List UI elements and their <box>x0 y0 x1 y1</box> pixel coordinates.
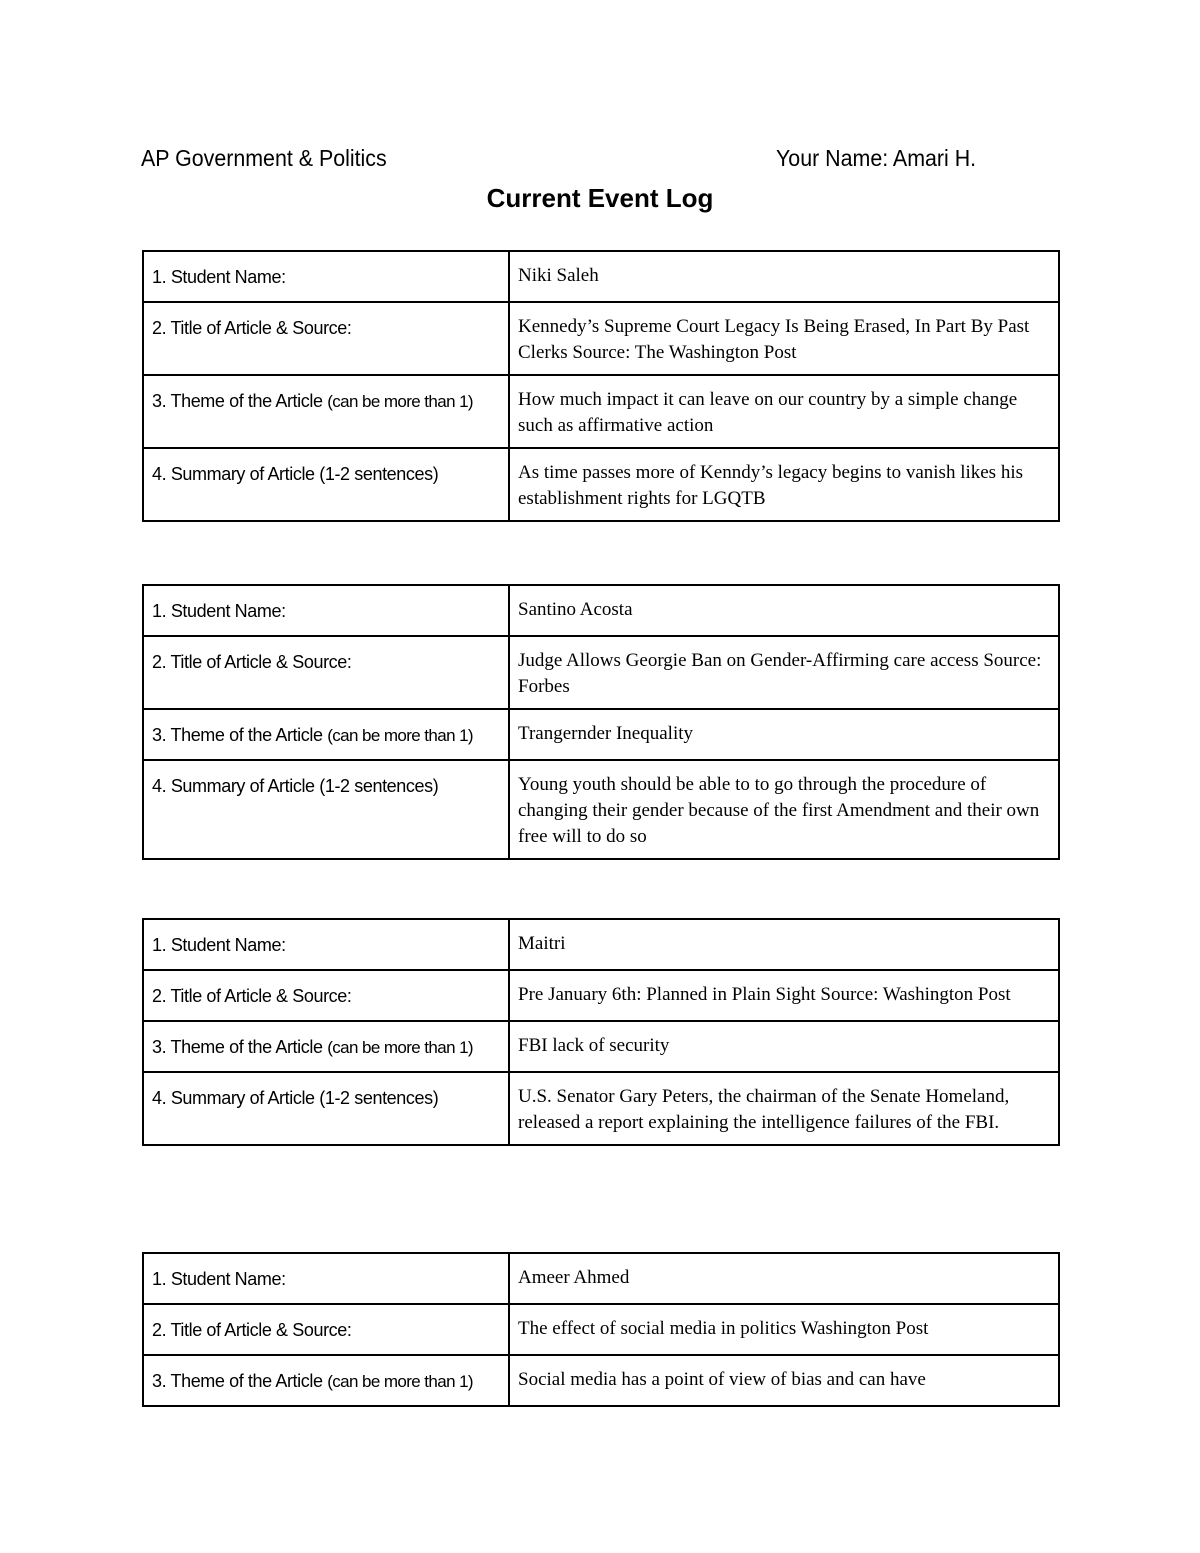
theme-value: How much impact it can leave on our country by a simple change such as affirmative action <box>509 375 1059 448</box>
table-row <box>143 1304 1059 1355</box>
table-row <box>143 302 1059 375</box>
theme-note: (can be more than 1) <box>327 1038 473 1057</box>
table-row <box>143 251 1059 302</box>
theme-value: Social media has a point of view of bias and can have <box>509 1355 1059 1406</box>
title-source-value: The effect of social media in politics Washington Post <box>509 1304 1059 1355</box>
table-row <box>143 1253 1059 1304</box>
student-name-value: Santino Acosta <box>509 585 1059 636</box>
table-row <box>143 448 1059 521</box>
page-title: Current Event Log <box>486 183 714 213</box>
student-name-value: Niki Saleh <box>509 251 1059 302</box>
event-log-table-1 <box>142 250 1060 522</box>
theme-label-text: 3. Theme of the Article <box>152 1371 323 1391</box>
table-row <box>143 970 1059 1021</box>
theme-note: (can be more than 1) <box>327 726 473 745</box>
title-source-label: 2. Title of Article & Source: <box>143 1304 509 1355</box>
summary-label: 4. Summary of Article (1-2 sentences) <box>143 1072 509 1145</box>
table-row <box>143 919 1059 970</box>
title-source-label: 2. Title of Article & Source: <box>143 970 509 1021</box>
summary-value: Young youth should be able to to go through the procedure of changing their gender because of the first Amendment and their own free will to do so <box>509 760 1059 859</box>
title-source-value: Judge Allows Georgie Ban on Gender-Affirming care access Source: Forbes <box>509 636 1059 709</box>
theme-label-text: 3. Theme of the Article <box>152 1037 323 1057</box>
student-name-label: 1. Student Name: <box>143 1253 509 1304</box>
theme-value: FBI lack of security <box>509 1021 1059 1072</box>
event-log-table-3 <box>142 918 1060 1146</box>
table-row <box>143 1355 1059 1406</box>
summary-value: As time passes more of Kenndy’s legacy begins to vanish likes his establishment rights for LGQTB <box>509 448 1059 521</box>
student-name-value: Maitri <box>509 919 1059 970</box>
theme-label-text: 3. Theme of the Article <box>152 725 323 745</box>
course-title: AP Government & Politics <box>141 145 387 171</box>
theme-note: (can be more than 1) <box>327 1372 473 1391</box>
theme-value: Trangernder Inequality <box>509 709 1059 760</box>
summary-label: 4. Summary of Article (1-2 sentences) <box>143 448 509 521</box>
theme-label <box>143 709 509 760</box>
table-row <box>143 709 1059 760</box>
student-name-label: 1. Student Name: <box>143 919 509 970</box>
theme-label <box>143 375 509 448</box>
table-row <box>143 636 1059 709</box>
event-log-table-2 <box>142 584 1060 860</box>
theme-label <box>143 1021 509 1072</box>
title-source-label: 2. Title of Article & Source: <box>143 302 509 375</box>
summary-value: U.S. Senator Gary Peters, the chairman of the Senate Homeland, released a report explaining the intelligence failures of the FBI. <box>509 1072 1059 1145</box>
student-name-label: 1. Student Name: <box>143 251 509 302</box>
title-source-value: Pre January 6th: Planned in Plain Sight Source: Washington Post <box>509 970 1059 1021</box>
table-row <box>143 760 1059 859</box>
theme-note: (can be more than 1) <box>327 392 473 411</box>
table-row <box>143 1021 1059 1072</box>
title-source-label: 2. Title of Article & Source: <box>143 636 509 709</box>
table-row <box>143 375 1059 448</box>
author-name: Your Name: Amari H. <box>776 145 977 171</box>
event-log-table-4 <box>142 1252 1060 1407</box>
theme-label <box>143 1355 509 1406</box>
student-name-value: Ameer Ahmed <box>509 1253 1059 1304</box>
table-row <box>143 1072 1059 1145</box>
table-row <box>143 585 1059 636</box>
title-source-value: Kennedy’s Supreme Court Legacy Is Being Erased, In Part By Past Clerks Source: The Washington Post <box>509 302 1059 375</box>
student-name-label: 1. Student Name: <box>143 585 509 636</box>
theme-label-text: 3. Theme of the Article <box>152 391 323 411</box>
summary-label: 4. Summary of Article (1-2 sentences) <box>143 760 509 859</box>
